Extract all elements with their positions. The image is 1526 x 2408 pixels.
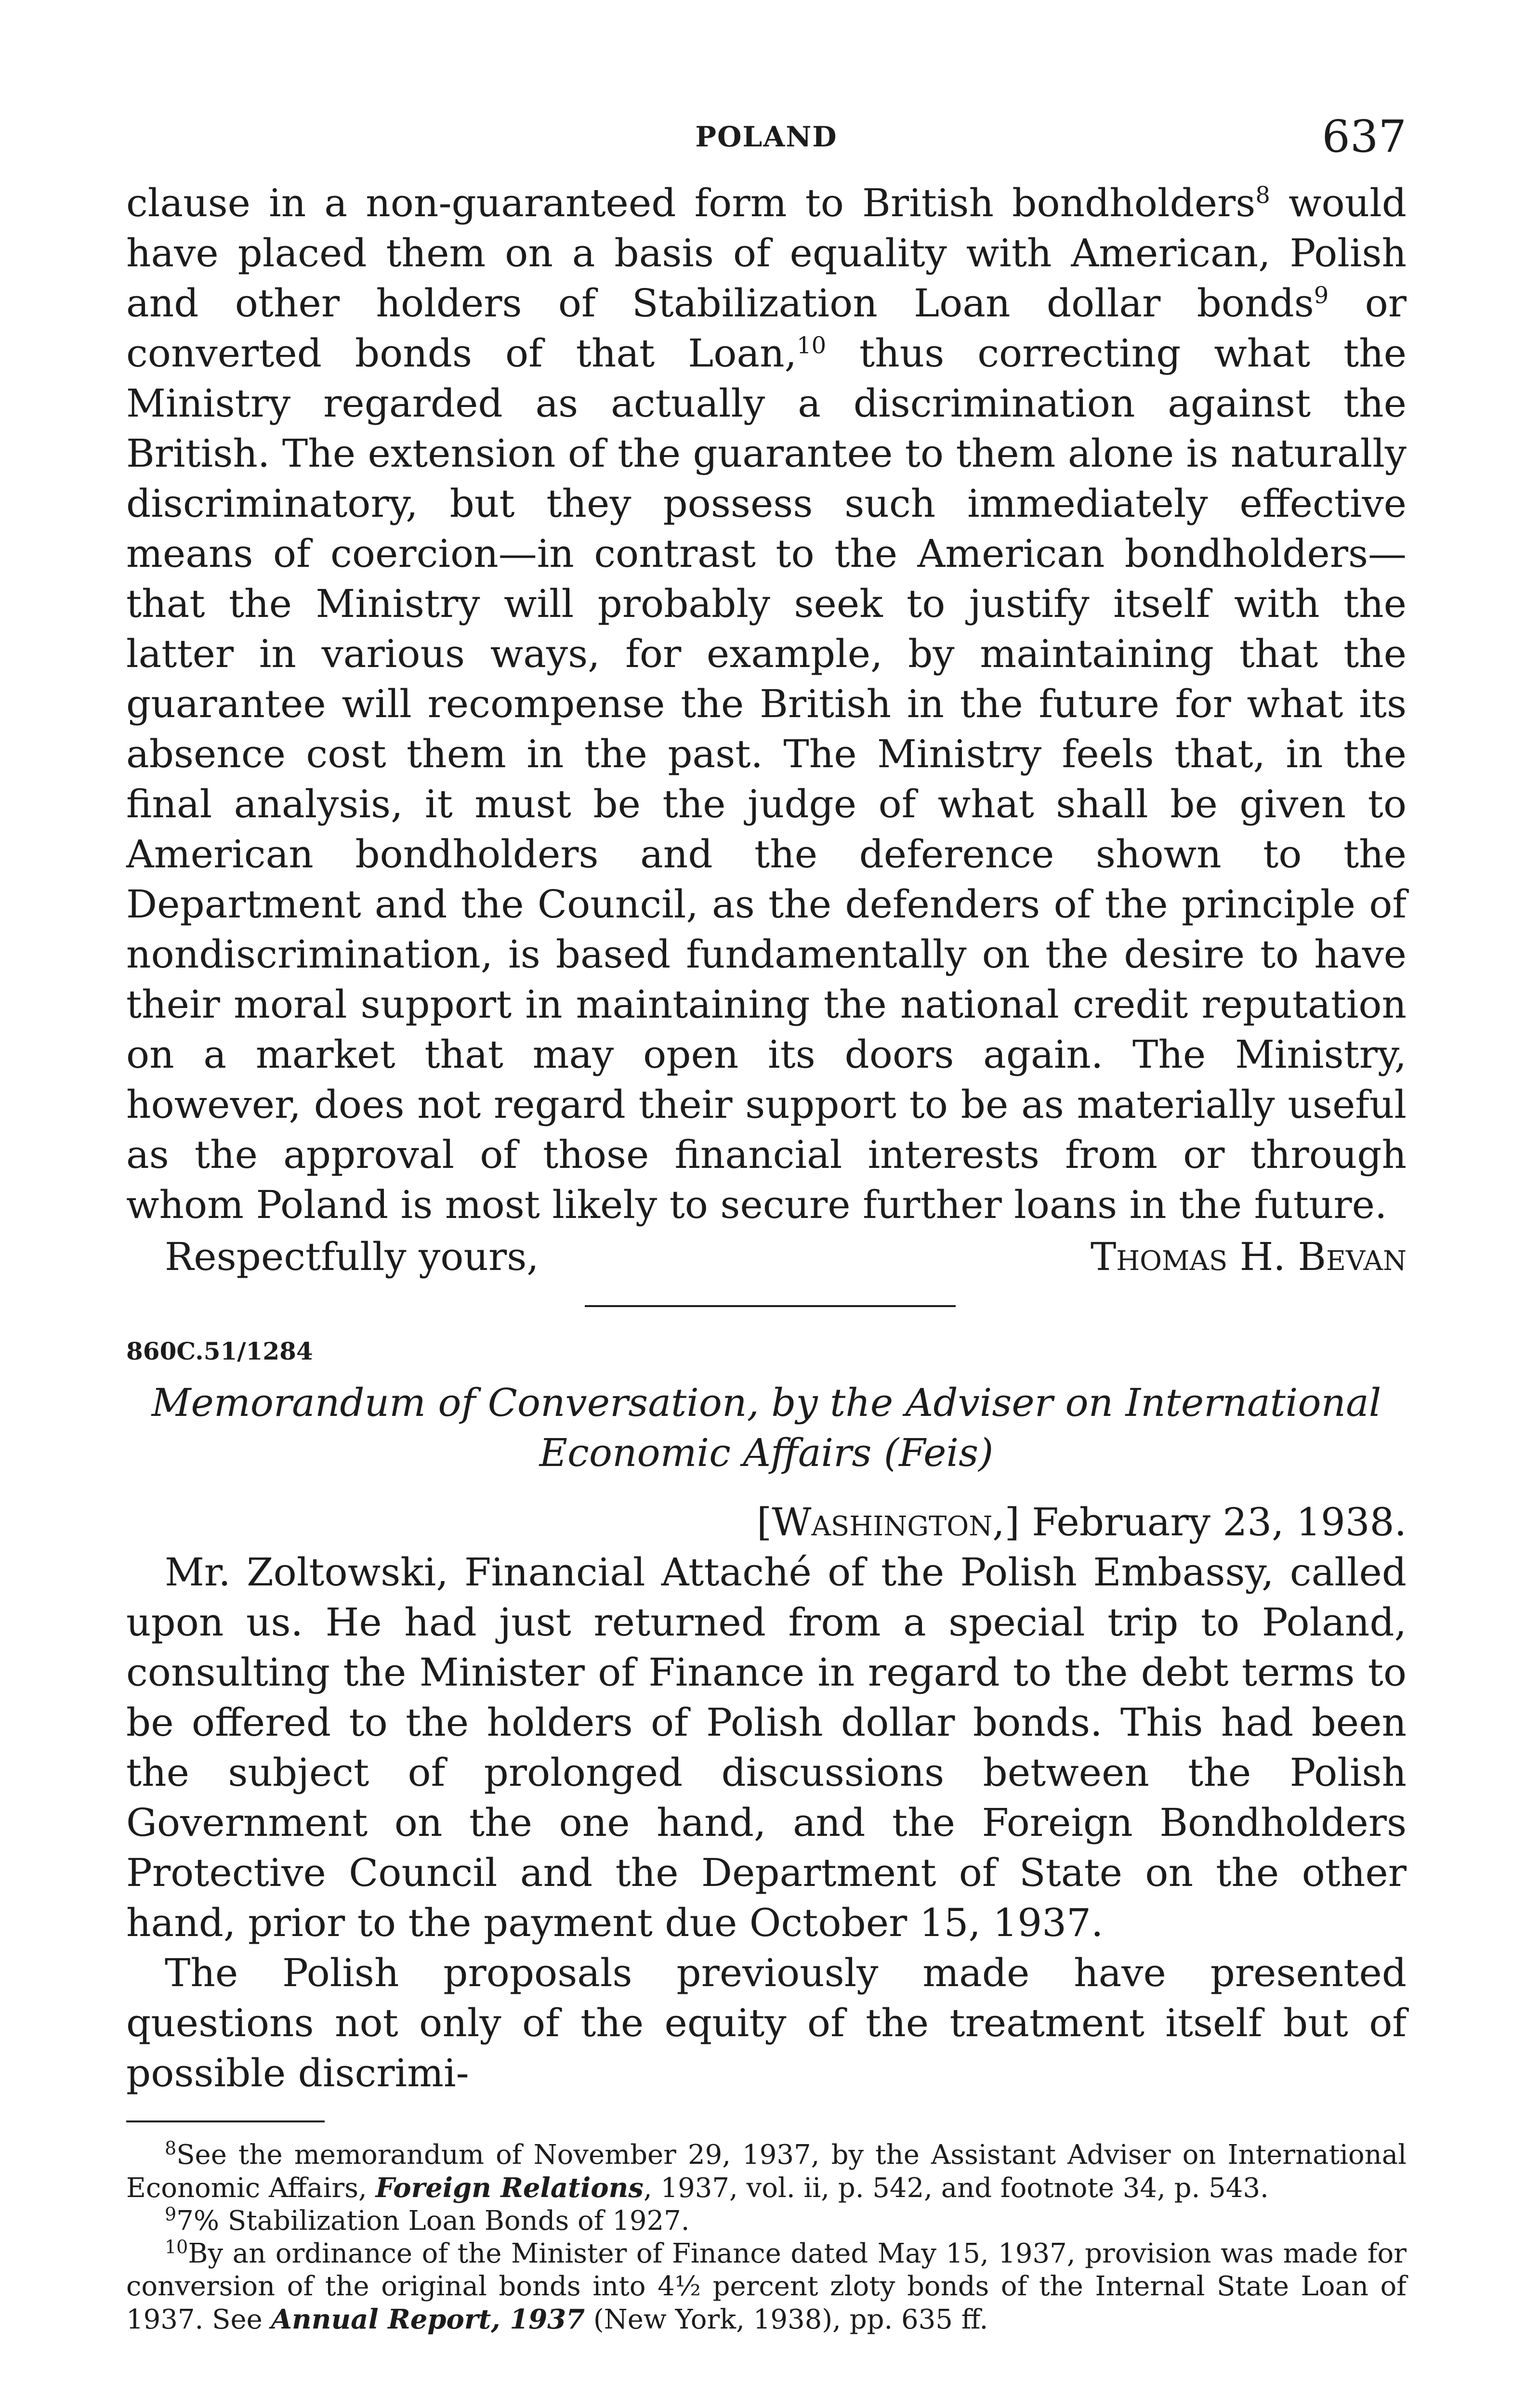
dateline [126,1497,1407,1547]
footnote-italic: Foreign Relations [375,2172,644,2204]
footnote-8 [126,2139,1407,2205]
paragraph-text: thus correcting what the Ministry regarded as actually a discrimination against the British. The extension of the guarantee to them alone is naturally discriminatory, but they possess such immediately effective means of coercion—in contrast to the American bondholders—that the Ministry will probably seek to justify itself with the latter in various ways, for example, by maintaining that the guarantee will recompense the British in the future for what its absence cost them in the past. The Ministry feels that, in the final analysis, it must be the judge of what shall be given to American bondholders and the deference shown to the Department and the Council, as the defenders of the principle of nondiscrimination, is based fundamentally on the desire to have their moral support in maintaining the national credit reputation on a market that may open its doors again. The Ministry, however, does not regard their support to be as materially useful as the approval of those financial interests from or through whom Poland is most likely to secure further loans in the future. [126,331,1407,1227]
footnote-italic: Annual Report, 1937 [271,2303,585,2335]
footnote-mark: 8 [165,2137,177,2159]
dateline-place: [Washington,] [757,1500,1020,1544]
page-number: 637 [1322,111,1407,162]
file-number: 860C.51/1284 [126,1337,313,1365]
footnote-10 [126,2238,1407,2336]
paragraph-text: or converted bonds of that Loan, [126,281,1407,376]
memo-title-line-1: Memorandum of Conversation, by the Adviser on International [151,1380,1381,1425]
footnote-text: (New York, 1938), pp. 635 ff. [585,2304,988,2335]
paragraph-continued [126,178,1407,1230]
section-divider [585,1305,956,1307]
running-head [126,101,1407,178]
footnote-ref-10[interactable]: 10 [797,332,827,359]
footnote-ref-8[interactable]: 8 [1255,182,1270,209]
paragraph: Mr. Zoltowski, Financial Attaché of the Polish Embassy, called upon us. He had just returned from a special trip to Poland, consulting the Minister of Finance in regard to the debt terms to be offered to the holders of Polish dollar bonds. This had been the subject of prolonged discussions between the Polish Government on the one hand, and the Foreign Bondholders Protective Council and the Department of State on the other hand, prior to the payment due October 15, 1937. [126,1550,1407,1945]
footnote-ref-9[interactable]: 9 [1314,282,1329,309]
signoff [126,1232,1407,1282]
footnote-text: By an ordinance of the Minister of Finance dated May 15, 1937, provision was made for conversion of the original bonds into 4½ percent zloty bonds of the Internal State Loan of 1937. See [126,2238,1407,2335]
footnote-text: 7% Stabilization Loan Bonds of 1927. [176,2205,690,2237]
closing: Respectfully yours, [165,1234,539,1279]
memo-title [126,1378,1407,1478]
running-title: POLAND [695,120,838,153]
footnote-divider [126,2120,325,2122]
footnote-mark: 10 [165,2236,188,2258]
signature: Thomas H. Bevan [1090,1234,1407,1279]
paragraph-text: would have placed them on a basis of equality with American, Polish and other holders of Stabilization Loan dollar bonds [126,181,1407,326]
paragraph: The Polish proposals previously made have presented questions not only of the equity of the treatment itself but of possible discrimi- [126,1950,1407,2095]
footnote-text: , 1937, vol. ii, p. 542, and footnote 34, p. 543. [643,2172,1269,2204]
footnotes [126,2139,1407,2336]
document-page [126,101,1407,2336]
footnote-mark: 9 [165,2203,177,2225]
footnote-9 [126,2205,1407,2238]
memo-title-line-2: Economic Affairs (Feis) [539,1430,994,1475]
dateline-date: February 23, 1938. [1032,1500,1407,1544]
paragraph-text: clause in a non-guaranteed form to British bondholders [126,181,1256,225]
footnote-text: See the memorandum of November 29, 1937, by the Assistant Adviser on International Economic Affairs, [126,2139,1407,2204]
